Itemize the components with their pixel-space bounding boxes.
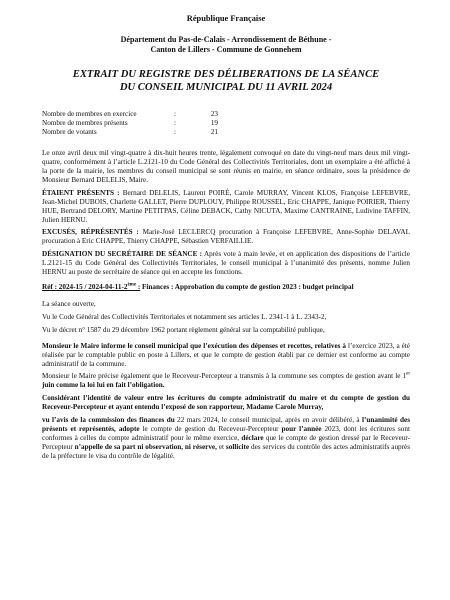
body-paragraph-mayor-precises	[42, 372, 410, 390]
presents-label: ÉTAIENT PRÉSENTS :	[42, 188, 120, 197]
reference-colon: :	[136, 282, 141, 291]
body-paragraph-cgct: Vu le Code Général des Collectivités Territoriales et notamment ses articles L. 2341-1 à L. 2343-2,	[42, 312, 327, 321]
count-label: Nombre de votants	[42, 128, 97, 137]
considering-bold: Considérant l’identité de valeur entre les écritures du compte administratif du maire et du compte de gestion du Receveur-Percepteur et ayant entendu l’exposé de son rapporteur, Madame Carole Murray,	[42, 394, 410, 412]
presents-paragraph	[42, 189, 410, 225]
body-paragraph-decree: Vu le décret n° 1587 du 29 décembre 1962 portant règlement général sur la comptabilité publique,	[42, 325, 325, 334]
decision-text-2: le compte de gestion du Receveur-Percepteur	[139, 424, 279, 433]
reference-prefix: Réf : 2024-15 / 2024-04-11-2	[42, 282, 128, 291]
title-line-2: DU CONSEIL MUNICIPAL DU 11 AVRIL 2024	[119, 81, 333, 93]
count-separator: :	[174, 110, 176, 119]
count-separator: :	[174, 119, 176, 128]
body-paragraph-decision	[42, 416, 410, 461]
mayor-informs-text: l’exercice 2023, a été réalisée par le comptable public en poste à Lillers, et que le compte de gestion établi par ce dernier est conforme au compte administratif de la commune.	[42, 341, 410, 368]
excuses-paragraph	[42, 228, 410, 246]
members-counts	[42, 110, 410, 137]
decision-text-1: 22 mars 2024, le conseil municipal, après en avoir délibéré, à	[174, 416, 360, 425]
republic-heading: République Française	[186, 14, 266, 23]
count-row	[42, 119, 410, 128]
decision-year: pour l’année	[278, 424, 322, 433]
count-value: 21	[210, 128, 218, 137]
secretary-paragraph	[42, 250, 410, 277]
mayor-precises-text: Monsieur le Maire précise également que le Receveur-Percepteur a transmis à la commune ses comptes de gestion avant le 1	[42, 372, 407, 381]
mayor-precises-superscript: er	[406, 372, 410, 378]
reference-superscript: ème	[127, 282, 137, 288]
decision-commission: vu l’avis de la commission des finances du	[42, 416, 175, 425]
department-line-1: Département du Pas-de-Calais - Arrondissement de Béthune -	[120, 35, 332, 44]
decision-text-3: 2023, dont les écritures sont conformes à celles du compte administratif pour le même exercice,	[42, 424, 410, 442]
body-paragraph-opening: La séance ouverte,	[42, 299, 96, 308]
count-separator: :	[174, 128, 176, 137]
department-line-2: Canton de Lillers - Commune de Gonnehem	[150, 45, 302, 54]
department-heading	[42, 35, 410, 55]
presents-list: Bernard DELELIS, Laurent POIRÉ, Carole MURRAY, Vincent KLOS, Françoise LEFEBVRE, Jean-Michel DUBOIS, Charlette GALLET, Pierre DUPLOUY, Philippe ROUSSEL, Eric CHAPPE, Janique POIRIER, Thierry HUE, Bertrand DELORY, Martine PETITPAS, Céline DEBACK, Cathy NICUTA, Maxime CANTRAINE, Ludivine TAFFIN, Julien HERNU.	[42, 188, 411, 224]
intro-paragraph: Le onze avril deux mil vingt-quatre à dix-huit heures trente, légalement convoqué en date du vingt-neuf mars deux mil vingt-quatre, conformément à l’article L.2121-10 du Code Général des Collectivités Territoriales, dont un exemplaire a été affiché à la porte de la mairie, les membres du conseil municipal se sont réunis en mairie, en séance ordinaire, sous la présidence de Monsieur Bernard DELELIS, Maire.	[42, 149, 410, 184]
decision-no-reserve: n’appelle de sa part ni observation, ni réserve,	[72, 442, 217, 451]
excuses-label: EXCUSÉS, RÉPRÉSENTÉS :	[42, 228, 139, 237]
decision-and: et	[216, 442, 225, 451]
excuses-list: Marie-José LECLERCQ procuration à Françoise LEFEBVRE, Anne-Sophie DELAVAL procuration à Eric CHAPPE, Thierry CHAPPE, Sébastien VERFAILLIE.	[42, 228, 410, 246]
count-label: Nombre de membres en exercice	[42, 110, 137, 119]
deliberation-reference	[42, 283, 410, 292]
count-row	[42, 128, 410, 137]
document-title	[42, 69, 410, 94]
reference-number	[42, 283, 140, 291]
reference-subject: Finances : Approbation du compte de gestion 2023 : budget principal	[140, 282, 354, 291]
decision-declares: déclare	[239, 433, 264, 442]
mayor-precises-bold: juin comme la loi lui en fait l’obligation.	[42, 381, 165, 390]
mayor-informs-bold: Monsieur le Maire informe le conseil municipal que l’exécution des dépenses et recettes, relatives à	[42, 341, 347, 350]
count-row	[42, 110, 410, 119]
decision-text-5: des services du contrôle des actes administratifs auprès de la préfecture le visa du contrôle de légalité.	[42, 442, 411, 460]
count-label: Nombre de membres présents	[42, 119, 128, 128]
decision-solicits: sollicite	[224, 442, 250, 451]
body-paragraph-mayor-informs	[42, 342, 410, 369]
body-paragraph-considering	[42, 394, 410, 412]
count-value: 19	[210, 119, 218, 128]
decision-text-4: que le compte de gestion dressé par le Receveur-Percepteur	[42, 433, 411, 451]
title-line-1: EXTRAIT DU REGISTRE DES DÉLIBERATIONS DE LA SÉANCE	[72, 69, 380, 80]
secretary-label: DÉSIGNATION DU SECRÉTAIRE DE SÉANCE :	[42, 250, 203, 259]
secretary-text: Après vote à main levée, et en application des dispositions de l’article L.2121-15 du Code Général des Collectivités Territoriales, le conseil municipal à l’unanimité des présents, nomme Julien HERNU au poste de secrétaire de séance qui en accepte les fonctions.	[42, 250, 410, 277]
count-value: 23	[210, 110, 218, 119]
decision-adopts: l’unanimité des présents et représentés, adopte	[42, 416, 410, 433]
